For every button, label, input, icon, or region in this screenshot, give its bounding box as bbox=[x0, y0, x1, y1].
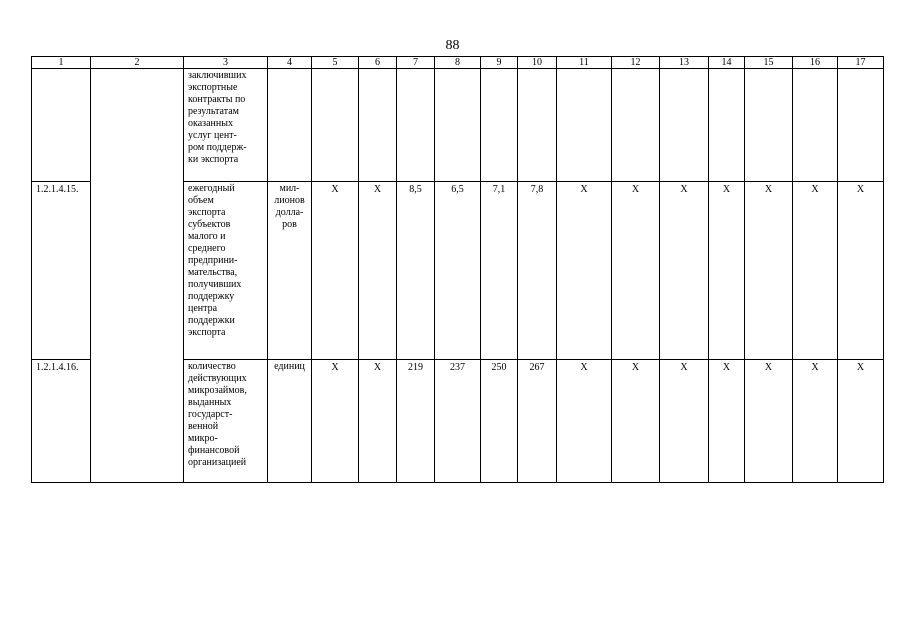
value-cell: X bbox=[359, 360, 397, 483]
value-cell: X bbox=[359, 182, 397, 360]
value-cell: 8,5 bbox=[397, 182, 435, 360]
header-row bbox=[32, 57, 884, 69]
page-number: 88 bbox=[445, 38, 460, 53]
column-2-merged-cell bbox=[91, 69, 184, 483]
value-cell: X bbox=[612, 182, 660, 360]
table-row bbox=[32, 69, 884, 182]
indicator-name: ежегодный объем экспорта субъектов малого и среднего предприни- мательства, получивших поддержку центра поддержки экспорта bbox=[184, 182, 268, 360]
value-cell: X bbox=[557, 360, 612, 483]
value-cell: X bbox=[557, 182, 612, 360]
value-cell bbox=[838, 69, 884, 182]
column-header: 6 bbox=[359, 57, 397, 69]
column-header: 8 bbox=[435, 57, 481, 69]
value-cell bbox=[709, 69, 745, 182]
column-header: 13 bbox=[660, 57, 709, 69]
unit-cell: мил- лионов долла- ров bbox=[268, 182, 312, 360]
value-cell: X bbox=[612, 360, 660, 483]
value-cell bbox=[745, 69, 793, 182]
column-header: 15 bbox=[745, 57, 793, 69]
value-cell bbox=[359, 69, 397, 182]
column-header: 3 bbox=[184, 57, 268, 69]
column-header: 2 bbox=[91, 57, 184, 69]
value-cell bbox=[660, 69, 709, 182]
unit-cell: единиц bbox=[268, 360, 312, 483]
value-cell: 267 bbox=[518, 360, 557, 483]
indicator-name: количество действующих микрозаймов, выданных государст- венной микро- финансовой организацией bbox=[184, 360, 268, 483]
column-header: 16 bbox=[793, 57, 838, 69]
value-cell: X bbox=[745, 182, 793, 360]
value-cell: 237 bbox=[435, 360, 481, 483]
column-header: 1 bbox=[32, 57, 91, 69]
value-cell bbox=[518, 69, 557, 182]
value-cell: X bbox=[793, 182, 838, 360]
indicators-table bbox=[31, 56, 884, 483]
value-cell bbox=[312, 69, 359, 182]
column-header: 10 bbox=[518, 57, 557, 69]
value-cell: X bbox=[709, 360, 745, 483]
column-header: 11 bbox=[557, 57, 612, 69]
value-cell bbox=[793, 69, 838, 182]
value-cell: 250 bbox=[481, 360, 518, 483]
indicator-name: заключивших экспортные контракты по результатам оказанных услуг цент- ром поддерж- ки экспорта bbox=[184, 69, 268, 182]
column-header: 14 bbox=[709, 57, 745, 69]
row-code: 1.2.1.4.15. bbox=[32, 182, 91, 360]
value-cell: X bbox=[838, 182, 884, 360]
value-cell bbox=[557, 69, 612, 182]
value-cell: X bbox=[312, 360, 359, 483]
column-header: 17 bbox=[838, 57, 884, 69]
value-cell bbox=[612, 69, 660, 182]
column-header: 5 bbox=[312, 57, 359, 69]
unit-cell bbox=[268, 69, 312, 182]
value-cell: X bbox=[838, 360, 884, 483]
value-cell: 219 bbox=[397, 360, 435, 483]
value-cell: X bbox=[793, 360, 838, 483]
column-header: 4 bbox=[268, 57, 312, 69]
value-cell: 7,8 bbox=[518, 182, 557, 360]
column-header: 7 bbox=[397, 57, 435, 69]
column-header: 9 bbox=[481, 57, 518, 69]
value-cell: X bbox=[660, 182, 709, 360]
value-cell bbox=[435, 69, 481, 182]
value-cell bbox=[397, 69, 435, 182]
value-cell: 6,5 bbox=[435, 182, 481, 360]
value-cell: X bbox=[660, 360, 709, 483]
value-cell bbox=[481, 69, 518, 182]
value-cell: X bbox=[312, 182, 359, 360]
column-header: 12 bbox=[612, 57, 660, 69]
row-code bbox=[32, 69, 91, 182]
value-cell: X bbox=[709, 182, 745, 360]
row-code: 1.2.1.4.16. bbox=[32, 360, 91, 483]
value-cell: X bbox=[745, 360, 793, 483]
value-cell: 7,1 bbox=[481, 182, 518, 360]
